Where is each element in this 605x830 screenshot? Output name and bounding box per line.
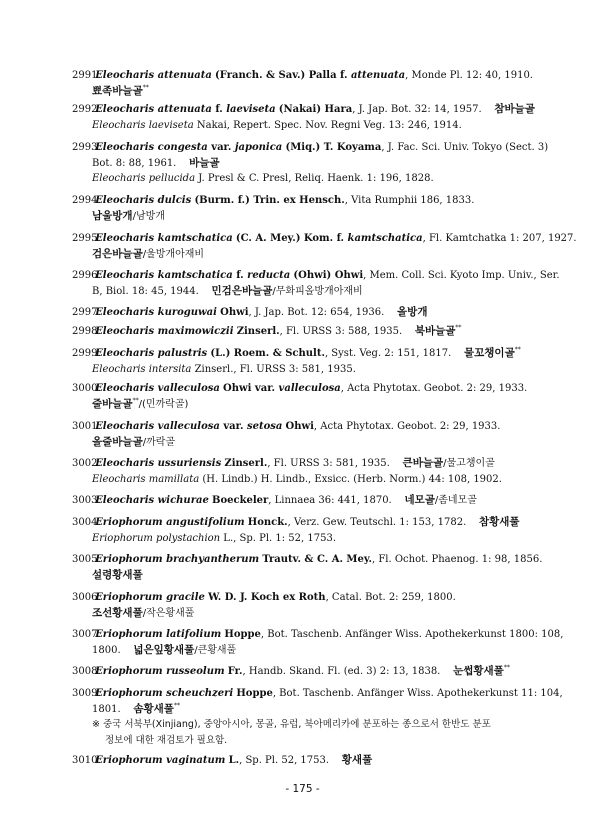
species-name: Eleocharis congesta [95, 142, 208, 153]
author: (Burm. f.) Trin. ex Hensch. [194, 195, 345, 206]
author: (Ohwi) Ohwi [293, 270, 364, 281]
synonym-citation: L., Sp. Pl. 1: 52, 1753. [220, 532, 336, 544]
species-name: Eleocharis valleculosa [95, 383, 220, 394]
entry-2992: 2992. Eleocharis attenuata f. laeviseta (Nakai) Hara, J. Jap. Bot. 32: 14, 1957. 참바늘골 Eleocharis laeviseta Nakai, Repert. Spec. Nov. Regni Veg. 13: 246, 1914. [72, 103, 535, 131]
citation-continued: 1801. [92, 703, 121, 715]
citation: , Monde Pl. 12: 40, 1910. [405, 70, 533, 81]
entry-3000: 3000. Eleocharis valleculosa Ohwi var. valleculosa, Acta Phytotax. Geobot. 2: 29, 1933. 줄바늘골**/(민까락골) [72, 383, 528, 410]
korean-name: 올줄바늘골 [92, 435, 143, 448]
author: (Miq.) T. Koyama [285, 142, 382, 153]
infra-name: setosa [246, 421, 283, 432]
citation: , Acta Phytotax. Geobot. 2: 29, 1933. [340, 383, 528, 394]
korean-name: 조선황새풀 [92, 606, 143, 619]
entry-3010: 3010. Eriophorum vaginatum L., Sp. Pl. 52, 1753. 황새풀 [72, 754, 373, 766]
korean-name: 바늘골 [189, 156, 220, 169]
synonym-name: Eleocharis laeviseta [92, 119, 194, 131]
korean-name: 민검은바늘골 [211, 284, 273, 297]
korean-name: 올방개 [397, 306, 428, 318]
synonym-citation: Zinserl., Fl. URSS 3: 581, 1935. [191, 363, 356, 375]
author: Ohwi [285, 421, 314, 432]
citation: , Fl. Ochot. Phaenog. 1: 98, 1856. [372, 554, 543, 565]
infra-name: laeviseta [226, 104, 276, 115]
page-number: - 175 - [285, 783, 320, 795]
korean-alt-name: /울방개아재비 [142, 248, 205, 260]
entry-3001: 3001. Eleocharis valleculosa var. setosa Ohwi, Acta Phytotax. Geobot. 2: 29, 1933. 올줄바늘골/까락골 [72, 421, 501, 448]
infra-name: kamtschatica [347, 233, 423, 244]
species-name: Eleocharis attenuata [95, 104, 212, 115]
species-name: Eleocharis kamtschatica [95, 270, 233, 281]
entry-2996: 2996. Eleocharis kamtschatica f. reducta (Ohwi) Ohwi, Mem. Coll. Sci. Kyoto Imp. Univ., Ser. B, Biol. 18: 45, 1944. 민검은바늘골/무화피올방개아재비 [72, 270, 560, 297]
entry-3002: 3002. Eleocharis ussuriensis Zinserl., Fl. URSS 3: 581, 1935. 큰바늘골/물고챙이골 Eleocharis mamillata (H. Lindb.) H. Lindb., Exsicc. (Herb. Norm.) 44: 108, 1902. [72, 457, 502, 485]
species-name: Eriophorum russeolum [95, 666, 225, 677]
distribution-note-continued: 정보에 대한 재검토가 필요함. [105, 734, 228, 746]
species-name: Eleocharis kuroguwai [95, 307, 217, 318]
korean-name: 남울방개 [92, 209, 133, 222]
infra-name: valleculosa [278, 383, 341, 394]
entry-3005: 3005. Eriophorum brachyantherum Trautv. & C. A. Mey., Fl. Ochot. Phaenog. 1: 98, 1856. 설령황새풀 [72, 554, 543, 581]
species-name: Eleocharis attenuata [95, 70, 212, 81]
species-name: Eleocharis valleculosa [95, 421, 220, 432]
species-name: Eleocharis maximowiczii [95, 326, 234, 337]
species-name: Eleocharis palustris [95, 348, 208, 359]
synonym-name: Eleocharis intersita [92, 363, 192, 375]
korean-name: 넓은잎황새풀 [133, 643, 195, 656]
species-name: Eriophorum latifolium [95, 629, 222, 640]
korean-alt-name: /큰황새풀 [194, 644, 237, 656]
korean-alt-name: /좀네모골 [434, 495, 477, 506]
citation: , Handb. Skand. Fl. (ed. 3) 2: 13, 1838. [242, 666, 441, 677]
synonym-name: Eleocharis pellucida [92, 173, 196, 184]
citation-continued: B, Biol. 18: 45, 1944. [92, 285, 199, 297]
author: Ohwi [223, 383, 252, 394]
author: W. D. J. Koch ex Roth [208, 592, 326, 603]
synonym-name: Eleocharis mamillata [92, 473, 200, 485]
korean-alt-name: /작은황새풀 [142, 607, 195, 619]
species-name: Eriophorum angustifolium [95, 517, 245, 528]
author: Ohwi [220, 307, 249, 318]
author: (C. A. Mey.) Kom. [235, 233, 334, 244]
korean-alt-name: /남방개 [132, 210, 165, 222]
species-name: Eleocharis ussuriensis [95, 458, 222, 469]
citation: , J. Jap. Bot. 12: 654, 1936. [248, 307, 385, 318]
entry-2997: 2997. Eleocharis kuroguwai Ohwi, J. Jap. Bot. 12: 654, 1936. 올방개 [72, 306, 428, 318]
entry-2993: 2993. Eleocharis congesta var. japonica (Miq.) T. Koyama, J. Fac. Sci. Univ. Tokyo (Sect. 3) Bot. 8: 88, 1961. 바늘골 Eleocharis pellucida J. Presl & C. Presl, Reliq. Haenk. 1: 196, 1828. [72, 142, 549, 184]
citation: , J. Jap. Bot. 32: 14, 1957. [352, 104, 482, 115]
citation: , J. Fac. Sci. Univ. Tokyo (Sect. 3) [381, 142, 549, 153]
entry-2998: 2998. Eleocharis maximowiczii Zinserl., Fl. URSS 3: 588, 1935. 북바늘골** [72, 324, 462, 337]
korean-alt-name: /(민까락골) [138, 398, 189, 410]
entry-3007: 3007. Eriophorum latifolium Hoppe, Bot. Taschenb. Anfänger Wiss. Apothekerkunst 1800: 108, 1800. 넓은잎황새풀/큰황새풀 [72, 629, 564, 656]
author: Hoppe [224, 629, 261, 640]
korean-name: 큰바늘골 [402, 457, 444, 469]
infra-name: attenuata [350, 70, 406, 81]
author: Trautv. & C. A. Mey. [262, 554, 372, 565]
synonym-citation: J. Presl & C. Presl, Reliq. Haenk. 1: 196, 1828. [195, 173, 434, 184]
entry-2994: 2994. Eleocharis dulcis (Burm. f.) Trin. ex Hensch., Vita Rumphii 186, 1833. 남울방개/남방개 [72, 195, 475, 222]
species-name: Eleocharis dulcis [95, 195, 192, 206]
korean-name: 솜황새풀 [133, 702, 174, 715]
author: Honck. [247, 517, 288, 528]
author: Fr. [227, 666, 243, 677]
synonym-citation: Nakai, Repert. Spec. Nov. Regni Veg. 13: 246, 1914. [193, 119, 462, 131]
author: (Franch. & Sav.) Palla [215, 70, 337, 81]
citation: , Verz. Gew. Teutschl. 1: 153, 1782. [287, 517, 467, 528]
species-name: Eleocharis kamtschatica [95, 233, 233, 244]
author: L. [228, 755, 240, 766]
korean-name: 네모골 [404, 494, 435, 506]
citation: , Mem. Coll. Sci. Kyoto Imp. Univ., Ser. [363, 270, 560, 281]
korean-name: 줄바늘골 [92, 397, 133, 410]
entry-2991: 2991. Eleocharis attenuata (Franch. & Sav.) Palla f. attenuata, Monde Pl. 12: 40, 1910. 뾰족바늘골** [72, 70, 533, 97]
author: Zinserl. [224, 458, 268, 469]
korean-name: 눈썹황새풀 [453, 665, 504, 677]
species-name: Eriophorum gracile [95, 592, 205, 603]
korean-name: 뾰족바늘골 [92, 84, 143, 97]
korean-name: 설령황새풀 [92, 568, 143, 581]
author: (L.) Roem. & Schult. [210, 348, 325, 359]
korean-name: 북바늘골 [414, 325, 456, 337]
author: Boeckeler [212, 495, 269, 506]
korean-name: 물꼬챙이골 [464, 347, 515, 359]
synonym-name: Eriophorum polystachion [92, 532, 221, 544]
citation: , Fl. Kamtchatka 1: 207, 1927. [422, 233, 577, 244]
korean-alt-name: /무화피올방개아재비 [272, 285, 363, 297]
author: Zinserl. [236, 326, 280, 337]
citation-continued: Bot. 8: 88, 1961. [92, 157, 177, 169]
entry-2995: 2995. Eleocharis kamtschatica (C. A. Mey.) Kom. f. kamtschatica, Fl. Kamtchatka 1: 207, 1927. 검은바늘골/울방개아재비 [72, 233, 577, 260]
citation: , Catal. Bot. 2: 259, 1800. [325, 592, 456, 603]
entry-2999: 2999. Eleocharis palustris (L.) Roem. & Schult., Syst. Veg. 2: 151, 1817. 물꼬챙이골** Eleocharis intersita Zinserl., Fl. URSS 3: 581, 1935. [72, 346, 521, 375]
citation: , Fl. URSS 3: 588, 1935. [279, 326, 403, 337]
citation-continued: 1800. [92, 644, 121, 656]
korean-name: 검은바늘골 [92, 247, 143, 260]
citation: , Bot. Taschenb. Anfänger Wiss. Apothekerkunst 1800: 108, [260, 629, 564, 640]
species-name: Eleocharis wichurae [95, 495, 209, 506]
korean-alt-name: /물고챙이골 [443, 458, 495, 469]
distribution-note: ※ 중국 서북부(Xinjiang), 중앙아시아, 몽골, 유럽, 북아메리카에 분포하는 종으로서 한반도 분포 [92, 719, 491, 730]
entry-3008: 3008. Eriophorum russeolum Fr., Handb. Skand. Fl. (ed. 3) 2: 13, 1838. 눈썹황새풀** [72, 664, 510, 677]
author: Hoppe [236, 688, 273, 699]
entry-3009: 3009. Eriophorum scheuchzeri Hoppe, Bot. Taschenb. Anfänger Wiss. Apothekerkunst 11: 104, 1801. 솜황새풀** ※ 중국 서북부(Xinjiang), 중앙아시아, 몽골, 유럽, 북아메리카에 분포하는 종으로서 한반도 분포 정보에 대한 재검토가 필요함. [72, 686, 542, 748]
korean-name: 참바늘골 [494, 103, 535, 115]
species-name: Eriophorum scheuchzeri [95, 688, 234, 699]
synonym-citation: (H. Lindb.) H. Lindb., Exsicc. (Herb. Norm.) 44: 108, 1902. [199, 473, 502, 485]
citation: , Vita Rumphii 186, 1833. [344, 195, 475, 206]
infra-name: japonica [234, 142, 283, 153]
author: (Nakai) Hara [278, 104, 353, 115]
species-name: Eriophorum vaginatum [95, 755, 226, 766]
citation: , Linnaea 36: 441, 1870. [268, 495, 392, 506]
korean-name: 참황새풀 [478, 516, 520, 528]
citation: , Acta Phytotax. Geobot. 2: 29, 1933. [313, 421, 501, 432]
species-name: Eriophorum brachyantherum [95, 554, 260, 565]
citation: , Sp. Pl. 52, 1753. [239, 755, 330, 766]
entry-3003: 3003. Eleocharis wichurae Boeckeler, Linnaea 36: 441, 1870. 네모골/좀네모골 [72, 494, 477, 506]
korean-name: 황새풀 [341, 754, 373, 766]
citation: , Bot. Taschenb. Anfänger Wiss. Apothekerkunst 11: 104, [272, 688, 563, 699]
entry-3006: 3006. Eriophorum gracile W. D. J. Koch ex Roth, Catal. Bot. 2: 259, 1800. 조선황새풀/작은황새풀 [72, 592, 456, 619]
infra-name: reducta [247, 270, 291, 281]
entry-3004: 3004. Eriophorum angustifolium Honck., Verz. Gew. Teutschl. 1: 153, 1782. 참황새풀 Eriophorum polystachion L., Sp. Pl. 1: 52, 1753. [72, 516, 520, 544]
korean-alt-name: /까락골 [142, 436, 176, 448]
citation: , Fl. URSS 3: 581, 1935. [267, 458, 390, 469]
citation: , Syst. Veg. 2: 151, 1817. [324, 348, 452, 359]
